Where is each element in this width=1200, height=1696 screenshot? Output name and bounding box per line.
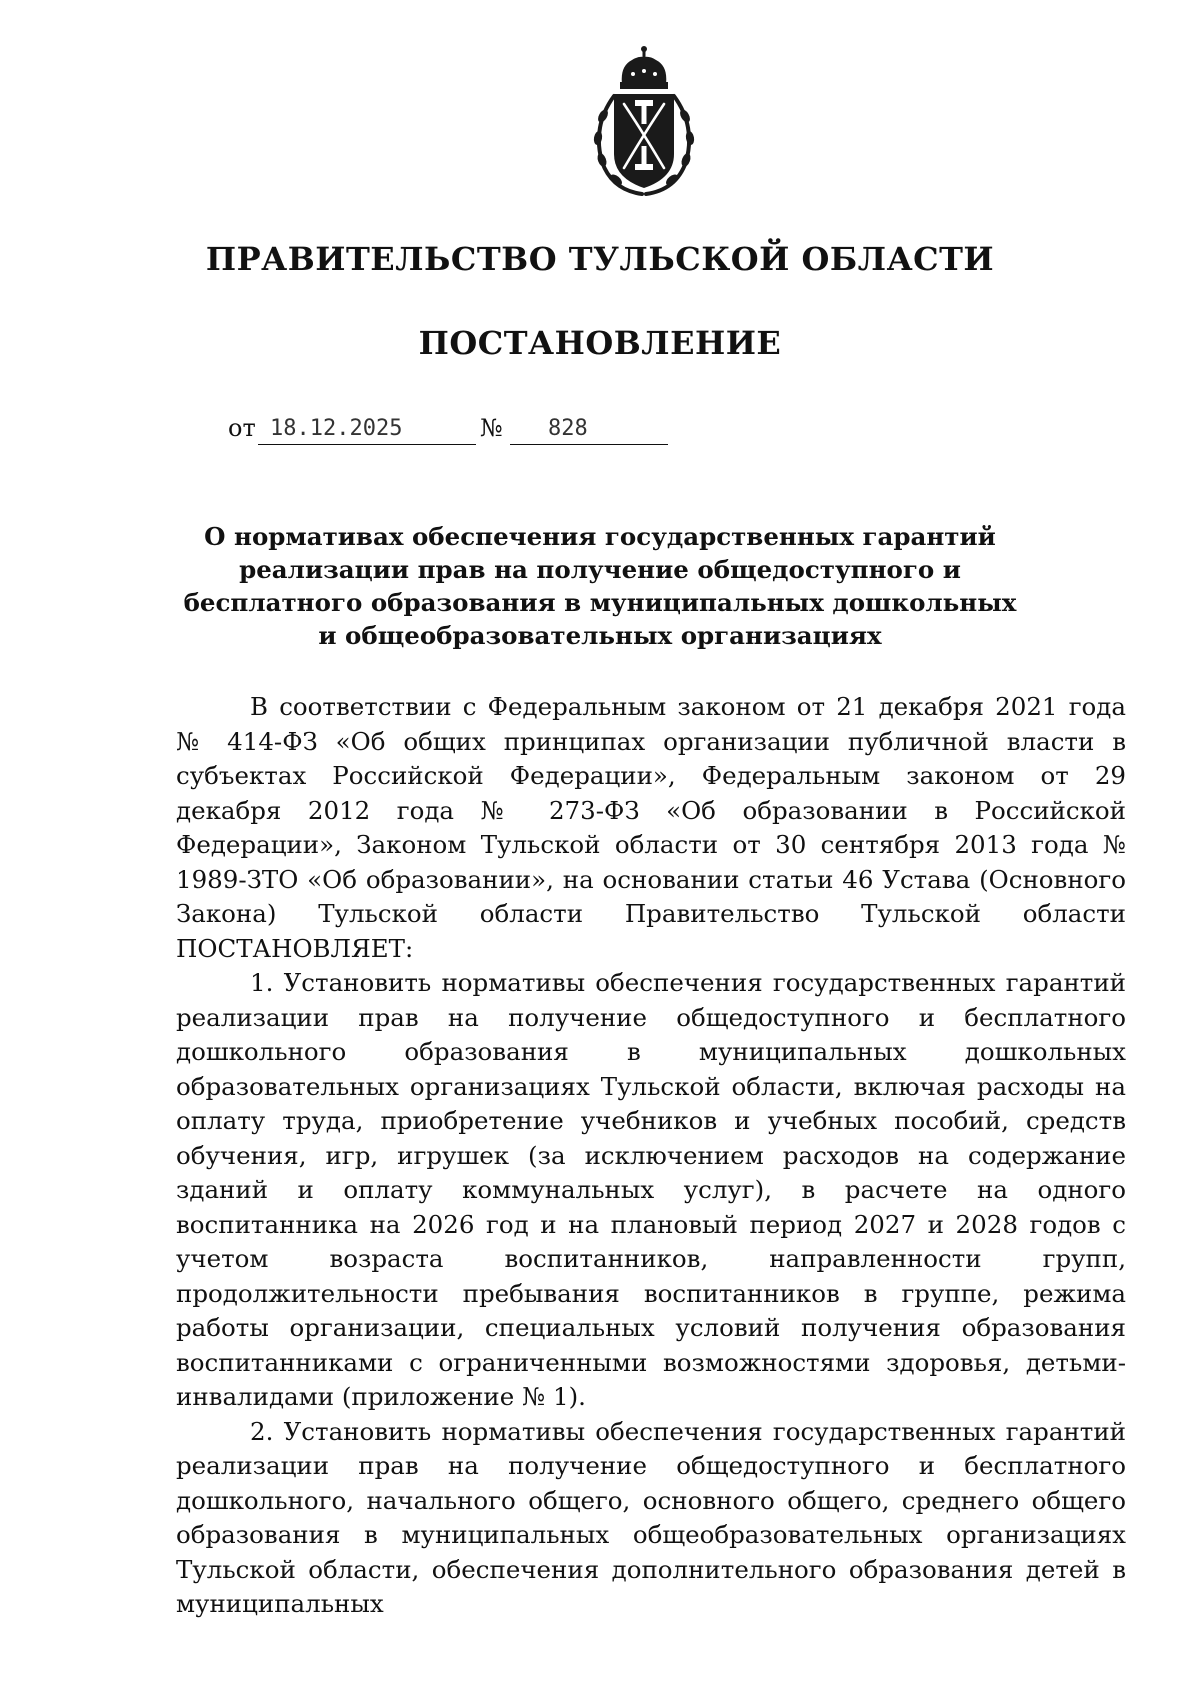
number-field [510,414,668,445]
organization-title: ПРАВИТЕЛЬСТВО ТУЛЬСКОЙ ОБЛАСТИ [205,240,995,278]
date-number-line [228,414,698,448]
date-field [258,414,476,445]
clause-2-paragraph: 2. Установить нормативы обеспечения государственных гарантий реализации прав на получение общедоступного и бесплатного дошкольного, начального общего, основного общего, среднего общего образования в муниципальных общеобразовательных организациях Тульской области, обеспечения дополнительного образования детей в муниципальных [176,1416,1126,1618]
document-body [176,690,1126,1622]
date-value: 18.12.2025 [270,416,403,441]
preamble-paragraph: В соответствии с Федеральным законом от 21 декабря 2021 года № 414-ФЗ «Об общих принципах организации публичной власти в субъектах Российской Федерации», Федеральным законом от 29 декабря 2012 года № 273-ФЗ «Об образовании в Российской Федерации», Законом Тульской области от 30 сентября 2013 года № 1989-ЗТО «Об образовании», на основании статьи 46 Устава (Основного Закона) Тульской области Правительство Тульской области ПОСТАНОВЛЯЕТ: [176,692,1126,963]
number-value: 828 [548,416,588,441]
document-subject-heading: О нормативах обеспечения государственных гарантий реализации прав на получение общедоступного и бесплатного образования в муниципальных дошкольных и общеобразовательных организациях [183,522,1017,650]
date-label: от [228,414,256,442]
number-label: № [480,414,503,442]
tula-coat-of-arms-emblem [584,44,704,202]
clause-1-paragraph: 1. Установить нормативы обеспечения государственных гарантий реализации прав на получение общедоступного и бесплатного дошкольного образования в муниципальных дошкольных образовательных организациях Тульской области, включая расходы на оплату труда, приобретение учебников и учебных пособий, средств обучения, игр, игрушек (за исключением расходов на содержание зданий и оплату коммунальных услуг), в расчете на одного воспитанника на 2026 год и на плановый период 2027 и 2028 годов с учетом возраста воспитанников, направленности групп, продолжительности пребывания воспитанников в группе, режима работы организации, специальных условий получения образования воспитанниками с ограниченными возможностями здоровья, детьми-инвалидами (приложение № 1). [176,968,1126,1411]
document-type-title: ПОСТАНОВЛЕНИЕ [418,324,782,362]
